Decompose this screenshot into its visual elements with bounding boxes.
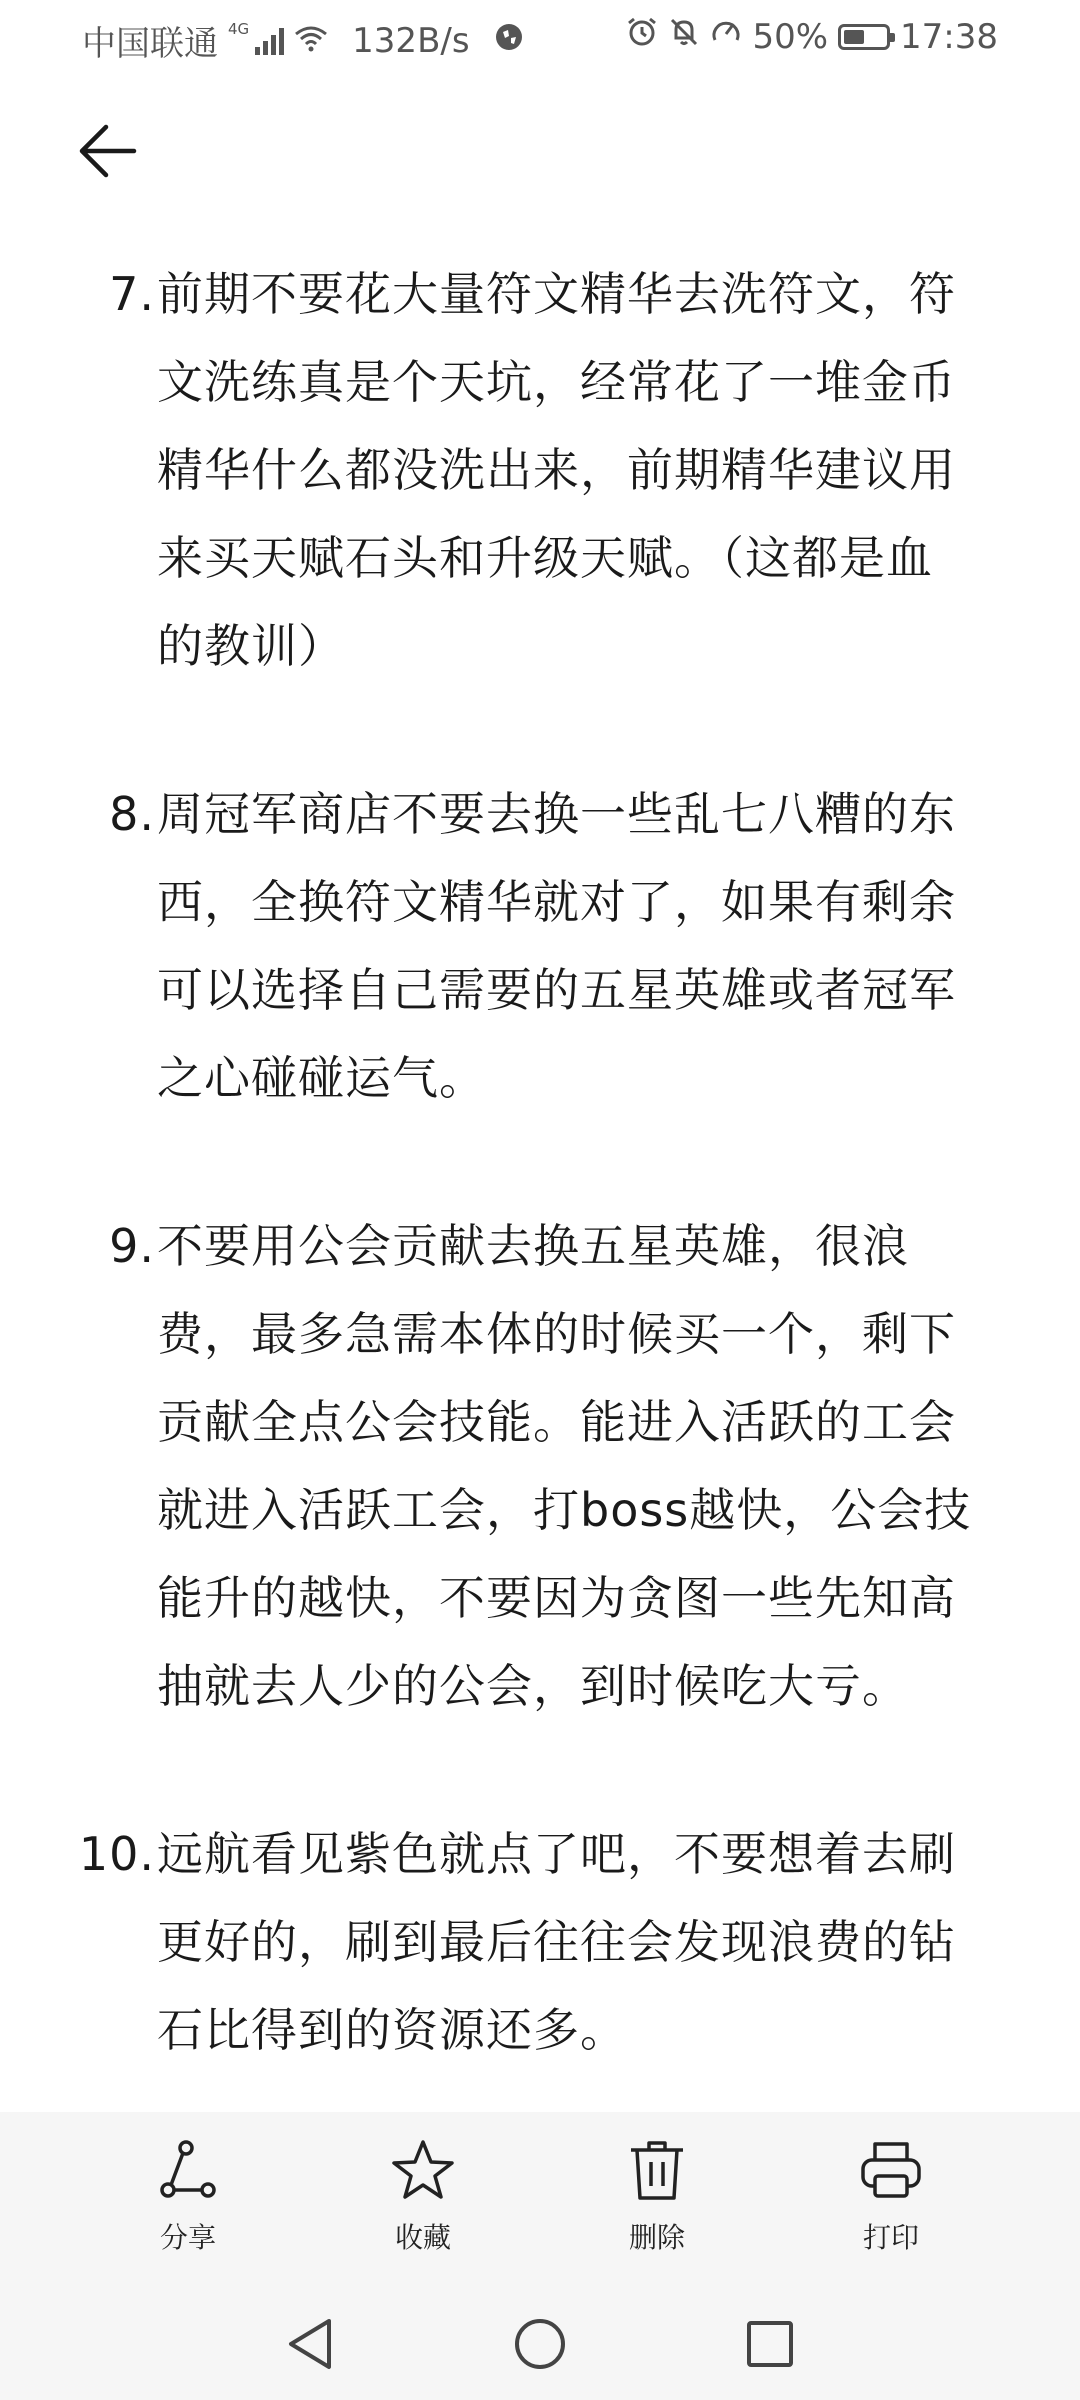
- globe-icon: [494, 21, 524, 61]
- printer-icon: [821, 2138, 961, 2202]
- signal-icon: [255, 27, 284, 55]
- data-saver-icon: [710, 16, 742, 57]
- list-item-number: 9.: [109, 1219, 155, 1273]
- list-item-text: 远航看见紫色就点了吧，不要想着去刷更好的，刷到最后往往会发现浪费的钻石比得到的资源还多。: [157, 1827, 956, 2057]
- nav-recents-button[interactable]: [738, 2314, 802, 2378]
- back-button[interactable]: [72, 118, 142, 188]
- list-item-text: 前期不要花大量符文精华去洗符文，符文洗练真是个天坑，经常花了一堆金币精华什么都没洗出来，前期精华建议用来买天赋石头和升级天赋。（这都是血的教训）: [157, 267, 956, 673]
- share-icon: [118, 2138, 258, 2202]
- status-bar: [0, 0, 1080, 72]
- list-item: [0, 770, 977, 1122]
- bottom-toolbar: [0, 2112, 1080, 2292]
- status-right: [626, 16, 998, 57]
- battery-icon: [838, 24, 890, 50]
- share-label: 分享: [159, 2221, 216, 2254]
- trash-icon: [587, 2138, 727, 2202]
- share-button[interactable]: [118, 2138, 258, 2256]
- clock: 17:38: [900, 16, 998, 57]
- system-nav-bar: [0, 2292, 1080, 2400]
- back-triangle-icon: [285, 2317, 335, 2375]
- delete-label: 删除: [628, 2221, 685, 2254]
- list-item: [0, 250, 977, 690]
- battery-fill: [844, 30, 864, 44]
- star-icon: [353, 2138, 493, 2202]
- nav-home-button[interactable]: [508, 2314, 572, 2378]
- list-item-number: 10.: [78, 1827, 155, 1881]
- wifi-icon: [294, 21, 328, 61]
- carrier-label: 中国联通: [82, 24, 218, 64]
- arrow-left-icon: [76, 120, 138, 186]
- note-content: [0, 250, 1080, 2110]
- list-item-number: 7.: [109, 267, 155, 321]
- print-label: 打印: [862, 2221, 919, 2254]
- list-item: [0, 1202, 977, 1730]
- list-item-text: 周冠军商店不要去换一些乱七八糟的东西，全换符文精华就对了，如果有剩余可以选择自己需要的五星英雄或者冠军之心碰碰运气。: [157, 787, 956, 1105]
- list-item-text: 不要用公会贡献去换五星英雄，很浪费，最多急需本体的时候买一个，剩下贡献全点公会技能。能进入活跃的工会就进入活跃工会，打boss越快，公会技能升的越快，不要因为贪图一些先知高抽就去人少的公会，到时候吃大亏。: [157, 1219, 972, 1713]
- battery-percent: 50%: [752, 16, 829, 57]
- delete-button[interactable]: [587, 2138, 727, 2256]
- print-button[interactable]: [821, 2138, 961, 2256]
- home-circle-icon: [513, 2317, 567, 2375]
- list-item-number: 8.: [109, 787, 155, 841]
- alarm-icon: [626, 16, 658, 57]
- nav-back-button[interactable]: [278, 2314, 342, 2378]
- favorite-label: 收藏: [394, 2221, 451, 2254]
- mute-icon: [668, 16, 700, 57]
- favorite-button[interactable]: [353, 2138, 493, 2256]
- list-item: [0, 1810, 977, 2074]
- recents-square-icon: [745, 2319, 795, 2373]
- speed-label: 132B/s: [352, 20, 470, 61]
- status-left: [82, 16, 524, 65]
- network-type: 4G: [228, 19, 250, 38]
